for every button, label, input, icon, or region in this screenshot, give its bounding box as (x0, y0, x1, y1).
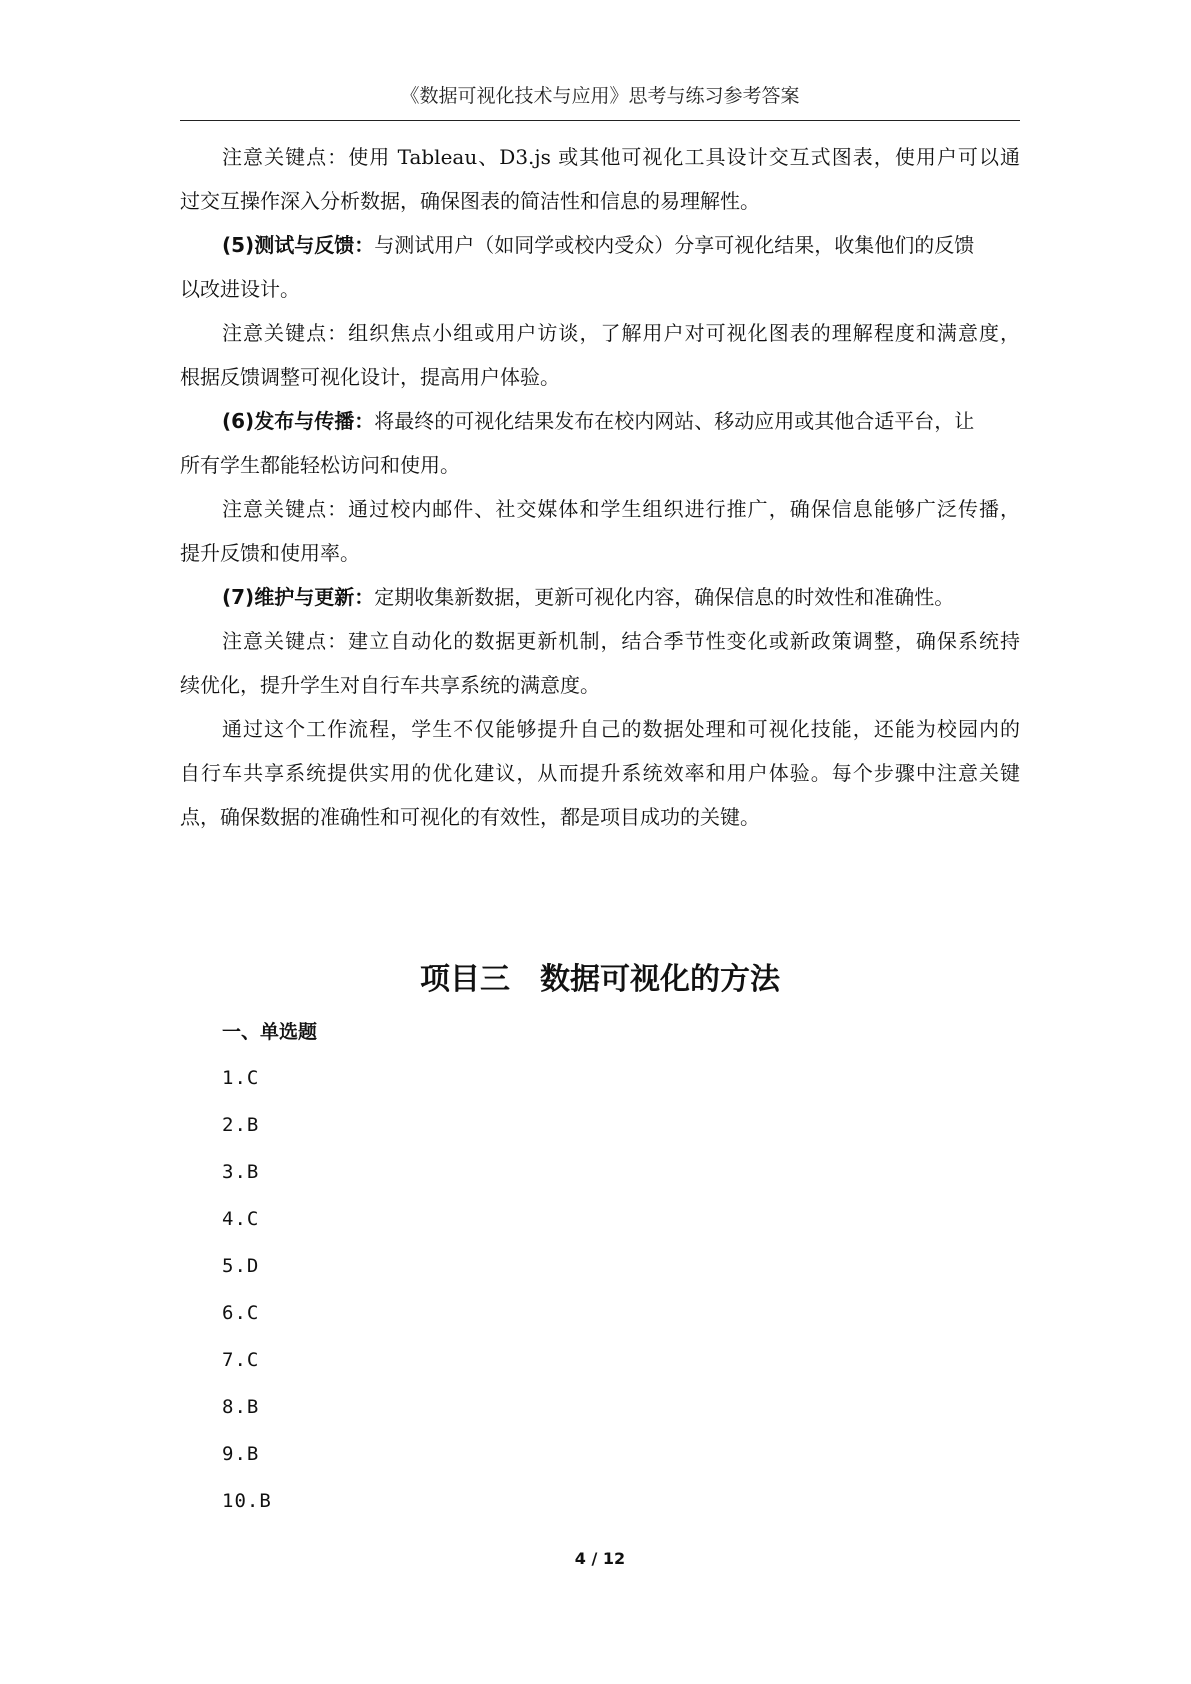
paragraph-4-line-2: 所有学生都能轻松访问和使用。 (180, 453, 460, 477)
step-5-label: (5)测试与反馈： (222, 233, 375, 257)
answer-item: 6.C (222, 1302, 260, 1324)
answer-item: 9.B (222, 1443, 260, 1465)
paragraph-2-line-2: 以改进设计。 (180, 277, 300, 301)
paragraph-3-line-2: 根据反馈调整可视化设计，提高用户体验。 (180, 365, 560, 389)
answer-item: 2.B (222, 1114, 260, 1136)
paragraph-8-line-2: 自行车共享系统提供实用的优化建议，从而提升系统效率和用户体验。每个步骤中注意关键 (180, 761, 1020, 785)
answer-item: 5.D (222, 1255, 260, 1277)
paragraph-5-line-1: 注意关键点：通过校内邮件、社交媒体和学生组织进行推广，确保信息能够广泛传播， (222, 497, 1020, 521)
paragraph-6-line-1 (222, 582, 1020, 612)
running-header: 《数据可视化技术与应用》思考与练习参考答案 (400, 85, 800, 107)
paragraph-2-line-1 (222, 230, 1020, 260)
step-6-label: (6)发布与传播： (222, 409, 375, 433)
step-6-text: 将最终的可视化结果发布在校内网站、移动应用或其他合适平台，让 (374, 409, 975, 433)
paragraph-3-line-1: 注意关键点：组织焦点小组或用户访谈，了解用户对可视化图表的理解程度和满意度， (222, 321, 1020, 345)
header-divider (180, 120, 1020, 121)
page-number: 4 / 12 (574, 1549, 626, 1568)
answer-item: 4.C (222, 1208, 260, 1230)
paragraph-1-line-2: 过交互操作深入分析数据，确保图表的简洁性和信息的易理解性。 (180, 189, 760, 213)
answer-item: 3.B (222, 1161, 260, 1183)
answer-item: 7.C (222, 1349, 260, 1371)
paragraph-7-line-2: 续优化，提升学生对自行车共享系统的满意度。 (180, 673, 600, 697)
section-subheading: 一、单选题 (222, 1021, 318, 1043)
step-7-label: (7)维护与更新： (222, 585, 375, 609)
paragraph-4-line-1 (222, 406, 1020, 436)
answer-item: 1.C (222, 1067, 260, 1089)
answer-item: 8.B (222, 1396, 260, 1418)
step-7-text: 定期收集新数据，更新可视化内容，确保信息的时效性和准确性。 (374, 585, 955, 609)
paragraph-8-line-3: 点，确保数据的准确性和可视化的有效性，都是项目成功的关键。 (180, 805, 760, 829)
paragraph-5-line-2: 提升反馈和使用率。 (180, 541, 360, 565)
paragraph-8-line-1: 通过这个工作流程，学生不仅能够提升自己的数据处理和可视化技能，还能为校园内的 (222, 717, 1020, 741)
paragraph-1-line-1: 注意关键点：使用 Tableau、D3.js 或其他可视化工具设计交互式图表，使用户可以通 (222, 145, 1020, 169)
step-5-text: 与测试用户（如同学或校内受众）分享可视化结果，收集他们的反馈 (374, 233, 975, 257)
section-title: 项目三 数据可视化的方法 (420, 962, 780, 997)
paragraph-7-line-1: 注意关键点：建立自动化的数据更新机制，结合季节性变化或新政策调整，确保系统持 (222, 629, 1020, 653)
answer-item: 10.B (222, 1490, 272, 1512)
